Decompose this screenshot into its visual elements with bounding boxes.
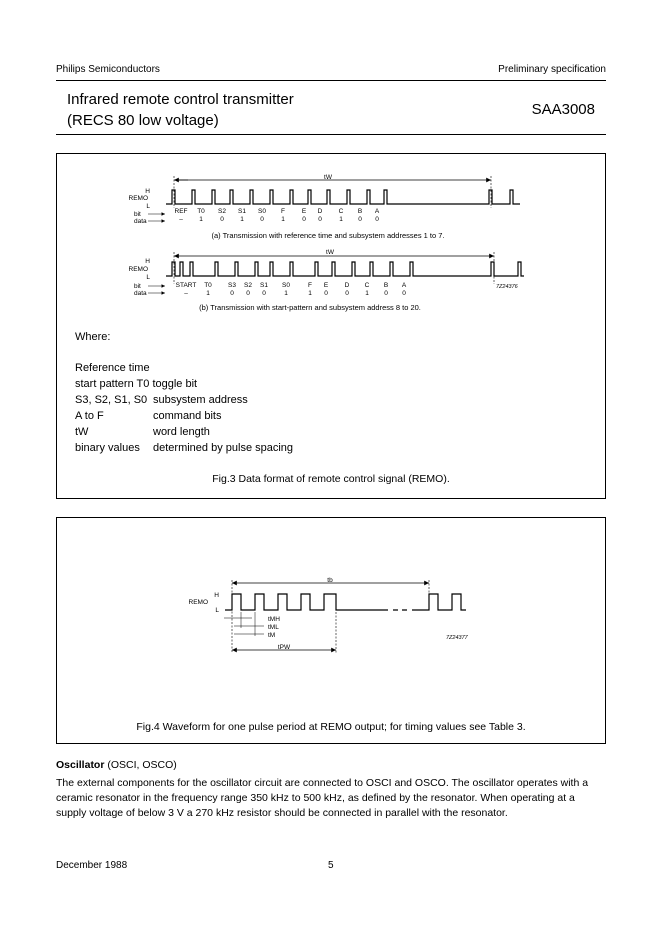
- legend-row: [75, 410, 221, 422]
- remo-label-a: REMO: [128, 195, 148, 202]
- l-label-a: L: [146, 203, 150, 210]
- ref-code-b: 7Z24376: [496, 284, 518, 290]
- bit-row-label-b: bit: [134, 283, 141, 290]
- data-value: 1: [281, 216, 285, 223]
- data-value: 1: [206, 290, 210, 297]
- page-number: 5: [328, 860, 334, 871]
- data-value: 1: [365, 290, 369, 297]
- tb-label: tb: [327, 577, 333, 584]
- data-row-label-a: data: [134, 218, 147, 225]
- bit-label: F: [281, 208, 285, 215]
- oscillator-heading-suffix: (OSCI, OSCO): [104, 759, 177, 771]
- legend-desc: subsystem address: [153, 394, 248, 406]
- part-number: SAA3008: [531, 101, 595, 118]
- bit-label: B: [383, 282, 389, 289]
- where-label: Where:: [75, 331, 111, 343]
- bit-label: A: [374, 208, 380, 215]
- tw-label-b: tW: [326, 249, 334, 256]
- oscillator-paragraph: The external components for the oscillator circuit are connected to OSCI and OSCO. The oscillator operates with a ceramic resonator in the frequency range 350 kHz to 500 kHz, as defined by the resonator. When operating at a supply voltage of below 3 V a 270 kHz resistor should be connected in parallel with the resonator.: [56, 777, 589, 819]
- bit-label: T0: [197, 208, 205, 215]
- caption-a: (a) Transmission with reference time and subsystem addresses 1 to 7.: [211, 231, 445, 240]
- legend-term: tW: [75, 426, 89, 438]
- bit-label: D: [344, 282, 350, 289]
- figure-4-caption: Fig.4 Waveform for one pulse period at REMO output; for timing values see Table 3.: [136, 721, 526, 733]
- h-label-fig4: H: [214, 592, 219, 599]
- footer-date: December 1988: [56, 860, 128, 871]
- legend-row: [75, 394, 248, 406]
- tml-label: tML: [268, 624, 279, 631]
- remo-waveform-fig4: [225, 594, 388, 610]
- data-value: –: [184, 290, 188, 297]
- legend-desc: determined by pulse spacing: [153, 442, 294, 454]
- oscillator-heading: [56, 758, 177, 773]
- bit-label: F: [308, 282, 312, 289]
- l-label-b: L: [146, 274, 150, 281]
- data-value: 0: [384, 290, 388, 297]
- title-line-1: Infrared remote control transmitter: [67, 91, 294, 108]
- legend-row: [75, 378, 197, 390]
- data-value: 0: [324, 290, 328, 297]
- legend-term: S3, S2, S1, S0: [75, 394, 148, 406]
- oscillator-heading-bold: Oscillator: [56, 759, 105, 771]
- data-values-a: [179, 216, 379, 223]
- tm-label: tM: [268, 632, 276, 639]
- figure-3-diagram: [0, 0, 662, 320]
- data-value: 0: [345, 290, 349, 297]
- legend-desc: word length: [153, 426, 210, 438]
- bit-label: START: [175, 282, 197, 289]
- data-value: 0: [260, 216, 264, 223]
- data-value: 0: [318, 216, 322, 223]
- bit-label: REF: [174, 208, 188, 215]
- bit-label: C: [338, 208, 344, 215]
- bit-label: E: [323, 282, 329, 289]
- legend-term: binary values: [75, 442, 140, 454]
- figure-4-diagram: [0, 560, 662, 670]
- bit-label: S2: [218, 208, 226, 215]
- tpw-label: tPW: [277, 644, 291, 651]
- document-type: Preliminary specification: [498, 64, 606, 75]
- data-row-label-b: data: [134, 290, 147, 297]
- data-value: 0: [402, 290, 406, 297]
- bit-label: S2: [244, 282, 252, 289]
- data-value: 0: [220, 216, 224, 223]
- bit-label: S0: [282, 282, 290, 289]
- legend-row: [75, 426, 210, 438]
- data-value: 0: [230, 290, 234, 297]
- bit-labels-b: [176, 282, 407, 289]
- bit-label: S3: [228, 282, 236, 289]
- bit-row-label-a: bit: [134, 211, 141, 218]
- h-label-a: H: [145, 188, 150, 195]
- figure-3-caption: Fig.3 Data format of remote control signal (REMO).: [212, 473, 450, 485]
- bit-label: C: [364, 282, 370, 289]
- data-value: 1: [308, 290, 312, 297]
- company-name: Philips Semiconductors: [56, 64, 160, 75]
- ref-code-fig4: 7Z24377: [446, 635, 468, 641]
- title-line-2: (RECS 80 low voltage): [67, 112, 219, 129]
- data-value: 0: [262, 290, 266, 297]
- data-value: 0: [246, 290, 250, 297]
- remo-waveform-a: [166, 190, 520, 204]
- legend-row: [75, 442, 293, 454]
- data-value: 1: [199, 216, 203, 223]
- l-label-fig4: L: [215, 607, 219, 614]
- bit-label: S1: [260, 282, 268, 289]
- tw-label-a: tW: [324, 174, 332, 181]
- data-values-b: [184, 290, 406, 297]
- data-value: 0: [358, 216, 362, 223]
- bit-labels-a: [175, 208, 380, 215]
- data-value: 1: [240, 216, 244, 223]
- remo-label-fig4: REMO: [188, 599, 208, 606]
- bit-label: B: [357, 208, 363, 215]
- bit-label: D: [317, 208, 323, 215]
- remo-label-b: REMO: [128, 266, 148, 273]
- bit-label: E: [301, 208, 307, 215]
- legend-term: start pattern T0 toggle bit: [75, 378, 198, 390]
- data-value: 0: [375, 216, 379, 223]
- bit-label: A: [401, 282, 407, 289]
- data-value: 1: [339, 216, 343, 223]
- diagram-b: [129, 249, 525, 312]
- data-value: 0: [302, 216, 306, 223]
- remo-waveform-tail: [412, 594, 466, 610]
- h-label-b: H: [145, 258, 150, 265]
- bit-label: T0: [204, 282, 212, 289]
- data-value: –: [179, 216, 183, 223]
- tmh-label: tMH: [268, 616, 280, 623]
- bit-label: S0: [258, 208, 266, 215]
- legend-row: [75, 362, 150, 374]
- diagram-a: [129, 174, 521, 240]
- caption-b: (b) Transmission with start-pattern and subsystem address 8 to 20.: [199, 303, 421, 312]
- legend-term: A to F: [75, 410, 104, 422]
- legend-term: Reference time: [75, 362, 150, 374]
- remo-waveform-b: [166, 262, 524, 276]
- bit-label: S1: [238, 208, 246, 215]
- legend-desc: command bits: [153, 410, 222, 422]
- data-value: 1: [284, 290, 288, 297]
